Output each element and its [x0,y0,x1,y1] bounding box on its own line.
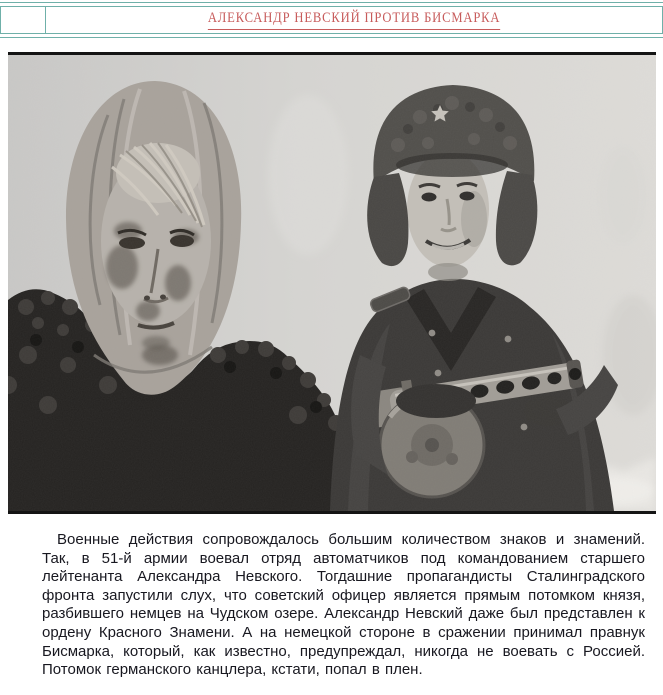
header-title-cell [46,7,662,33]
header-top-rule [0,2,663,3]
film-grain [8,55,656,511]
article-body [42,531,645,680]
header-bottom-rule [0,37,663,38]
photo [8,52,656,514]
article-paragraph: Военные действия сопровождалось большим количеством знаков и знамений. Так, в 51-й армии воевал отряд автоматчиков под командованием старшего лейтенанта Александра Невского. Тогдашние пропагандисты Сталинградского фронта запустили слух, что советский офицер является прямым потомком князя, разбившего немцев на Чудском озере. Александр Невский даже был представлен к ордену Красного Знамени. А на немецкой стороне в сражении принимал правнук Бисмарка, который, как известно, предупреждал, никогда не воевать с Россией. Потомок германского канцлера, кстати, попал в плен. [42,531,645,679]
header [0,0,663,38]
header-table-row [0,6,663,34]
page-title[interactable]: АЛЕКСАНДР НЕВСКИЙ ПРОТИВ БИСМАРКА [208,10,501,30]
photo-illustration [8,55,656,511]
header-empty-cell [1,7,46,33]
